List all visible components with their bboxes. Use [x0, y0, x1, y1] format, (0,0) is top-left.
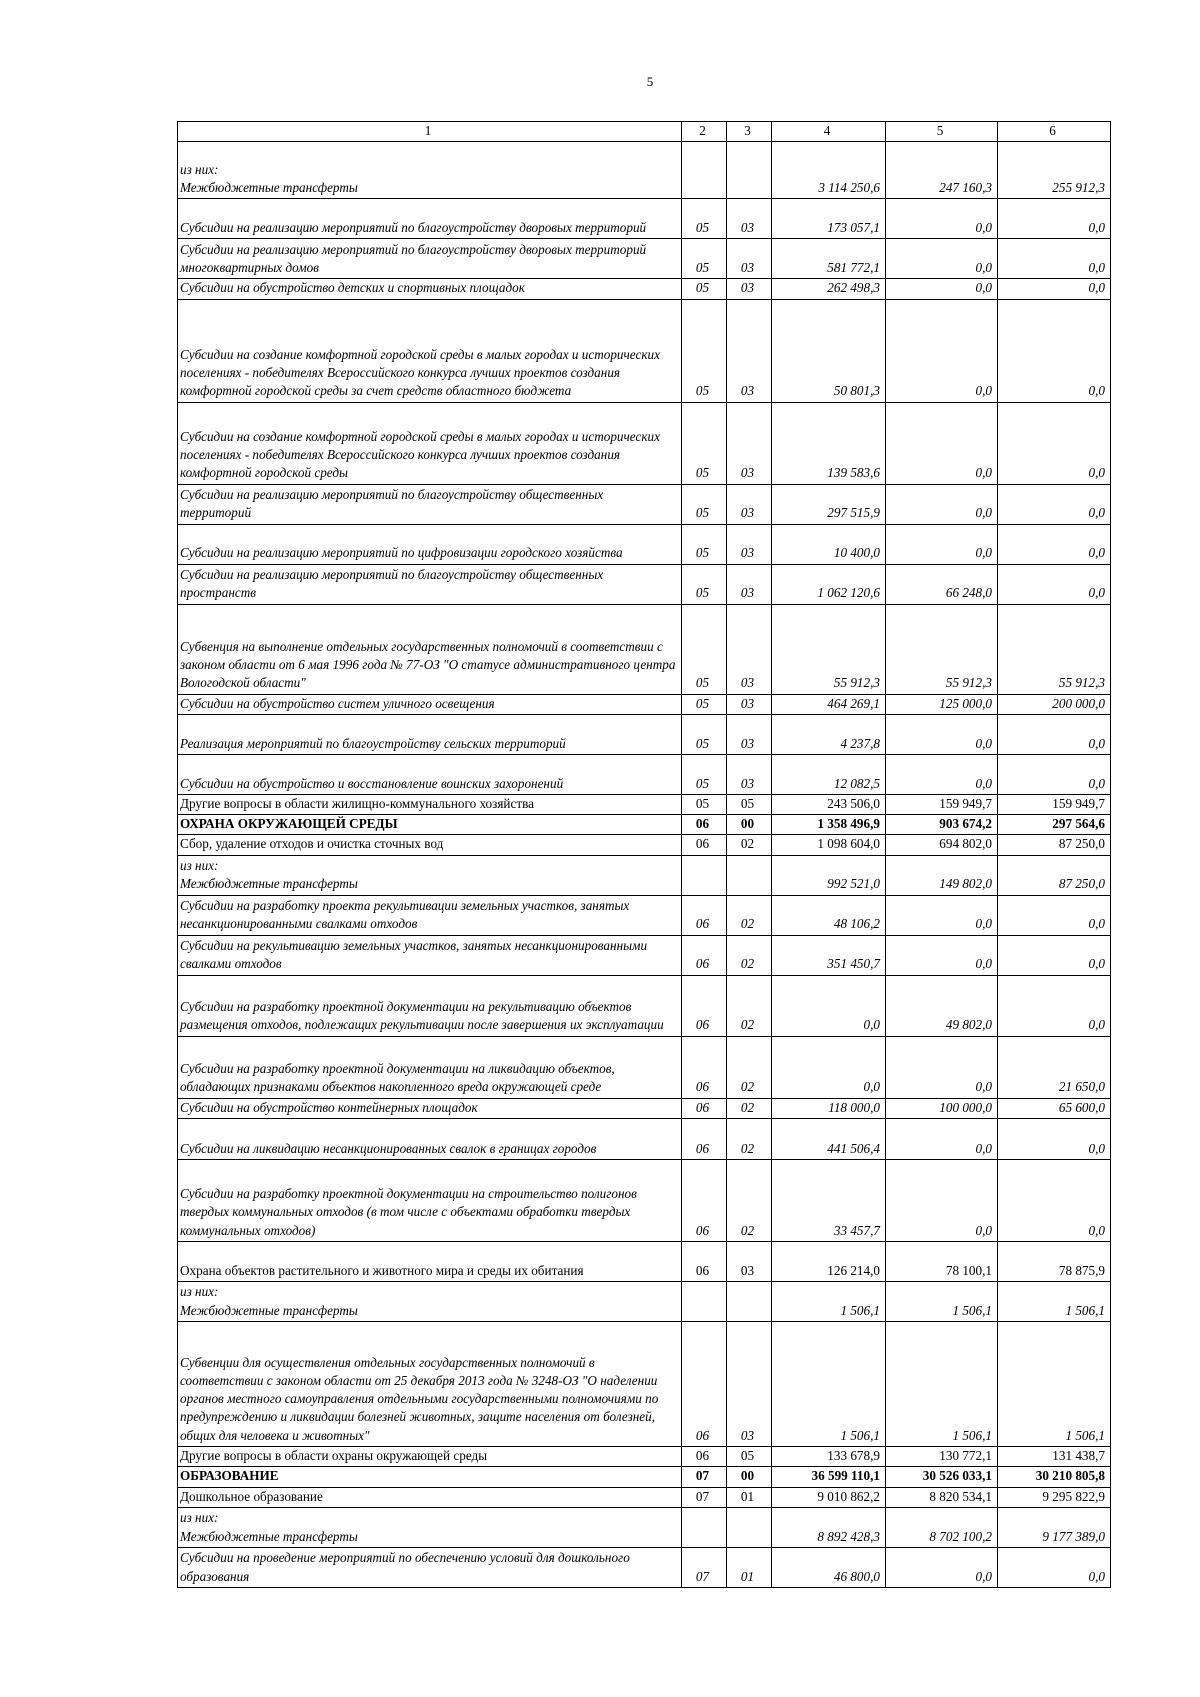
table-row	[178, 142, 1111, 199]
subsection-code: 03	[727, 754, 772, 794]
amount-col-5: 0,0	[886, 935, 998, 975]
section-code: 07	[682, 1487, 727, 1507]
amount-col-4: 126 214,0	[772, 1242, 886, 1282]
table-row	[178, 895, 1111, 935]
row-name: Субвенция на выполнение отдельных государственных полномочий в соответствии с законом области от 6 мая 1996 года № 77-ОЗ "О статусе административного центра Вологодской области"	[178, 604, 682, 694]
subsection-code: 03	[727, 1322, 772, 1447]
amount-col-5: 0,0	[886, 714, 998, 754]
subsection-code: 03	[727, 299, 772, 402]
subsection-code: 03	[727, 199, 772, 239]
section-code: 05	[682, 239, 727, 279]
amount-col-6: 200 000,0	[998, 694, 1111, 714]
row-name: из них: Межбюджетные трансферты	[178, 855, 682, 895]
row-name: Другие вопросы в области охраны окружающей среды	[178, 1447, 682, 1467]
amount-col-5: 0,0	[886, 1036, 998, 1098]
section-code	[682, 855, 727, 895]
amount-col-6: 0,0	[998, 754, 1111, 794]
amount-col-6: 1 506,1	[998, 1282, 1111, 1322]
amount-col-4: 48 106,2	[772, 895, 886, 935]
subsection-code: 02	[727, 1098, 772, 1118]
table-row	[178, 524, 1111, 564]
section-code: 06	[682, 1242, 727, 1282]
row-name: Охрана объектов растительного и животного мира и среды их обитания	[178, 1242, 682, 1282]
section-code: 05	[682, 524, 727, 564]
amount-col-5: 0,0	[886, 1547, 998, 1587]
row-name: Другие вопросы в области жилищно-коммунального хозяйства	[178, 794, 682, 814]
subsection-code: 03	[727, 402, 772, 484]
row-name: из них: Межбюджетные трансферты	[178, 1507, 682, 1547]
section-code: 05	[682, 754, 727, 794]
row-name: Субсидии на создание комфортной городской среды в малых городах и исторических поселениях - победителях Всероссийского конкурса лучших проектов создания комфортной городской среды	[178, 402, 682, 484]
table-row	[178, 279, 1111, 299]
row-name: Субвенции для осуществления отдельных государственных полномочий в соответствии с законом области от 25 декабря 2013 года № 3248-ОЗ "О наделении органов местного самоуправления отдельными государственными полномочиями по предупреждению и ликвидации болезней животных, защите населения от болезней, общих для человека и животных"	[178, 1322, 682, 1447]
amount-col-4: 46 800,0	[772, 1547, 886, 1587]
column-header-2: 2	[682, 122, 727, 142]
section-code: 05	[682, 564, 727, 604]
amount-col-4: 36 599 110,1	[772, 1467, 886, 1487]
subsection-code: 02	[727, 1160, 772, 1242]
table-row	[178, 1036, 1111, 1098]
row-name: Субсидии на разработку проектной документации на рекультивацию объектов размещения отходов, подлежащих рекультивации после завершения их эксплуатации	[178, 975, 682, 1036]
row-name: Субсидии на ликвидацию несанкционированных свалок в границах городов	[178, 1119, 682, 1160]
amount-col-5: 66 248,0	[886, 564, 998, 604]
table-row	[178, 1282, 1111, 1322]
amount-col-5: 0,0	[886, 239, 998, 279]
row-name: Субсидии на обустройство и восстановление воинских захоронений	[178, 754, 682, 794]
amount-col-4: 9 010 862,2	[772, 1487, 886, 1507]
amount-col-6: 9 177 389,0	[998, 1507, 1111, 1547]
subsection-code: 03	[727, 484, 772, 524]
amount-col-6: 9 295 822,9	[998, 1487, 1111, 1507]
budget-table-body	[178, 122, 1111, 1588]
table-row	[178, 1487, 1111, 1507]
table-row	[178, 1160, 1111, 1242]
subsection-code: 03	[727, 239, 772, 279]
table-row	[178, 1119, 1111, 1160]
subsection-code: 02	[727, 1036, 772, 1098]
amount-col-5: 100 000,0	[886, 1098, 998, 1118]
amount-col-5: 0,0	[886, 895, 998, 935]
amount-col-4: 441 506,4	[772, 1119, 886, 1160]
subsection-code: 03	[727, 279, 772, 299]
amount-col-6: 0,0	[998, 895, 1111, 935]
section-code: 06	[682, 1119, 727, 1160]
table-row	[178, 815, 1111, 835]
table-row	[178, 935, 1111, 975]
table-row	[178, 1098, 1111, 1118]
column-header-6: 6	[998, 122, 1111, 142]
section-code: 06	[682, 935, 727, 975]
subsection-code	[727, 1507, 772, 1547]
table-row	[178, 604, 1111, 694]
table-row	[178, 794, 1111, 814]
amount-col-6: 78 875,9	[998, 1242, 1111, 1282]
amount-col-4: 243 506,0	[772, 794, 886, 814]
table-row	[178, 199, 1111, 239]
row-name: Субсидии на разработку проектной документации на строительство полигонов твердых коммунальных отходов (в том числе с объектами обработки твердых коммунальных отходов)	[178, 1160, 682, 1242]
subsection-code: 03	[727, 694, 772, 714]
section-code: 06	[682, 1322, 727, 1447]
amount-col-4: 0,0	[772, 1036, 886, 1098]
amount-col-5: 159 949,7	[886, 794, 998, 814]
section-code: 05	[682, 279, 727, 299]
row-name: ОБРАЗОВАНИЕ	[178, 1467, 682, 1487]
amount-col-4: 118 000,0	[772, 1098, 886, 1118]
table-row	[178, 1467, 1111, 1487]
amount-col-4: 1 062 120,6	[772, 564, 886, 604]
amount-col-5: 0,0	[886, 754, 998, 794]
subsection-code: 00	[727, 1467, 772, 1487]
amount-col-4: 262 498,3	[772, 279, 886, 299]
amount-col-5: 0,0	[886, 279, 998, 299]
amount-col-4: 12 082,5	[772, 754, 886, 794]
subsection-code: 02	[727, 1119, 772, 1160]
table-row	[178, 1242, 1111, 1282]
amount-col-5: 247 160,3	[886, 142, 998, 199]
subsection-code: 02	[727, 975, 772, 1036]
amount-col-6: 55 912,3	[998, 604, 1111, 694]
section-code: 06	[682, 895, 727, 935]
section-code: 05	[682, 714, 727, 754]
column-header-1: 1	[178, 122, 682, 142]
amount-col-6: 0,0	[998, 935, 1111, 975]
section-code: 07	[682, 1547, 727, 1587]
row-name: Реализация мероприятий по благоустройству сельских территорий	[178, 714, 682, 754]
amount-col-6: 87 250,0	[998, 855, 1111, 895]
amount-col-5: 78 100,1	[886, 1242, 998, 1282]
amount-col-4: 33 457,7	[772, 1160, 886, 1242]
amount-col-5: 1 506,1	[886, 1282, 998, 1322]
section-code: 05	[682, 604, 727, 694]
subsection-code: 05	[727, 794, 772, 814]
amount-col-6: 297 564,6	[998, 815, 1111, 835]
amount-col-5: 8 820 534,1	[886, 1487, 998, 1507]
amount-col-4: 8 892 428,3	[772, 1507, 886, 1547]
section-code	[682, 1282, 727, 1322]
amount-col-4: 139 583,6	[772, 402, 886, 484]
section-code: 05	[682, 299, 727, 402]
amount-col-5: 125 000,0	[886, 694, 998, 714]
subsection-code: 03	[727, 604, 772, 694]
amount-col-5: 0,0	[886, 1160, 998, 1242]
amount-col-6: 0,0	[998, 279, 1111, 299]
row-name: Дошкольное образование	[178, 1487, 682, 1507]
amount-col-5: 0,0	[886, 524, 998, 564]
section-code: 06	[682, 975, 727, 1036]
section-code: 06	[682, 1447, 727, 1467]
amount-col-6: 0,0	[998, 1119, 1111, 1160]
row-name: ОХРАНА ОКРУЖАЮЩЕЙ СРЕДЫ	[178, 815, 682, 835]
table-row	[178, 299, 1111, 402]
subsection-code: 05	[727, 1447, 772, 1467]
amount-col-5: 30 526 033,1	[886, 1467, 998, 1487]
table-row	[178, 564, 1111, 604]
amount-col-6: 0,0	[998, 564, 1111, 604]
table-row	[178, 1547, 1111, 1587]
table-row	[178, 402, 1111, 484]
amount-col-6: 0,0	[998, 239, 1111, 279]
section-code: 05	[682, 694, 727, 714]
amount-col-4: 4 237,8	[772, 714, 886, 754]
amount-col-5: 1 506,1	[886, 1322, 998, 1447]
row-name: Сбор, удаление отходов и очистка сточных вод	[178, 835, 682, 855]
amount-col-4: 464 269,1	[772, 694, 886, 714]
amount-col-6: 21 650,0	[998, 1036, 1111, 1098]
row-name: Субсидии на реализацию мероприятий по благоустройству общественных пространств	[178, 564, 682, 604]
table-row	[178, 239, 1111, 279]
amount-col-6: 0,0	[998, 975, 1111, 1036]
budget-table	[177, 121, 1111, 1588]
section-code: 05	[682, 484, 727, 524]
row-name: Субсидии на обустройство контейнерных площадок	[178, 1098, 682, 1118]
section-code: 06	[682, 815, 727, 835]
amount-col-4: 1 098 604,0	[772, 835, 886, 855]
amount-col-4: 351 450,7	[772, 935, 886, 975]
amount-col-5: 903 674,2	[886, 815, 998, 835]
amount-col-6: 0,0	[998, 199, 1111, 239]
amount-col-4: 50 801,3	[772, 299, 886, 402]
amount-col-6: 0,0	[998, 484, 1111, 524]
table-row	[178, 1322, 1111, 1447]
amount-col-5: 130 772,1	[886, 1447, 998, 1467]
amount-col-5: 694 802,0	[886, 835, 998, 855]
row-name: Субсидии на разработку проектной документации на ликвидацию объектов, обладающих признаками объектов накопленного вреда окружающей среде	[178, 1036, 682, 1098]
amount-col-4: 1 506,1	[772, 1322, 886, 1447]
amount-col-5: 0,0	[886, 484, 998, 524]
subsection-code: 01	[727, 1487, 772, 1507]
amount-col-4: 297 515,9	[772, 484, 886, 524]
amount-col-6: 131 438,7	[998, 1447, 1111, 1467]
section-code: 05	[682, 199, 727, 239]
amount-col-6: 0,0	[998, 1160, 1111, 1242]
row-name: Субсидии на реализацию мероприятий по благоустройству дворовых территорий	[178, 199, 682, 239]
amount-col-5: 0,0	[886, 1119, 998, 1160]
amount-col-6: 0,0	[998, 524, 1111, 564]
row-name: Субсидии на обустройство детских и спортивных площадок	[178, 279, 682, 299]
row-name: Субсидии на обустройство систем уличного освещения	[178, 694, 682, 714]
subsection-code: 03	[727, 524, 772, 564]
amount-col-5: 8 702 100,2	[886, 1507, 998, 1547]
table-row	[178, 835, 1111, 855]
table-row	[178, 1507, 1111, 1547]
subsection-code: 03	[727, 1242, 772, 1282]
row-name: Субсидии на реализацию мероприятий по благоустройству общественных территорий	[178, 484, 682, 524]
row-name: Субсидии на реализацию мероприятий по благоустройству дворовых территорий многоквартирных домов	[178, 239, 682, 279]
section-code: 05	[682, 794, 727, 814]
subsection-code: 02	[727, 835, 772, 855]
row-name: Субсидии на рекультивацию земельных участков, занятых несанкционированными свалками отходов	[178, 935, 682, 975]
amount-col-6: 0,0	[998, 402, 1111, 484]
amount-col-5: 49 802,0	[886, 975, 998, 1036]
column-header-4: 4	[772, 122, 886, 142]
amount-col-6: 65 600,0	[998, 1098, 1111, 1118]
amount-col-4: 10 400,0	[772, 524, 886, 564]
amount-col-6: 1 506,1	[998, 1322, 1111, 1447]
amount-col-4: 173 057,1	[772, 199, 886, 239]
section-code: 06	[682, 1160, 727, 1242]
amount-col-6: 30 210 805,8	[998, 1467, 1111, 1487]
table-row	[178, 694, 1111, 714]
subsection-code: 02	[727, 895, 772, 935]
amount-col-5: 0,0	[886, 199, 998, 239]
table-row	[178, 754, 1111, 794]
column-header-3: 3	[727, 122, 772, 142]
column-header-5: 5	[886, 122, 998, 142]
amount-col-5: 55 912,3	[886, 604, 998, 694]
amount-col-4: 133 678,9	[772, 1447, 886, 1467]
amount-col-5: 149 802,0	[886, 855, 998, 895]
amount-col-6: 159 949,7	[998, 794, 1111, 814]
table-row	[178, 714, 1111, 754]
amount-col-5: 0,0	[886, 402, 998, 484]
amount-col-4: 0,0	[772, 975, 886, 1036]
amount-col-6: 0,0	[998, 1547, 1111, 1587]
amount-col-4: 581 772,1	[772, 239, 886, 279]
amount-col-6: 0,0	[998, 714, 1111, 754]
subsection-code	[727, 855, 772, 895]
section-code	[682, 1507, 727, 1547]
amount-col-4: 55 912,3	[772, 604, 886, 694]
subsection-code: 03	[727, 564, 772, 604]
amount-col-4: 3 114 250,6	[772, 142, 886, 199]
header-row	[178, 122, 1111, 142]
subsection-code: 00	[727, 815, 772, 835]
section-code: 06	[682, 1098, 727, 1118]
subsection-code	[727, 142, 772, 199]
row-name: Субсидии на создание комфортной городской среды в малых городах и исторических поселениях - победителях Всероссийского конкурса лучших проектов создания комфортной городской среды за счет средств областного бюджета	[178, 299, 682, 402]
subsection-code: 02	[727, 935, 772, 975]
row-name: из них: Межбюджетные трансферты	[178, 1282, 682, 1322]
amount-col-4: 992 521,0	[772, 855, 886, 895]
section-code: 06	[682, 835, 727, 855]
section-code	[682, 142, 727, 199]
amount-col-6: 255 912,3	[998, 142, 1111, 199]
amount-col-6: 87 250,0	[998, 835, 1111, 855]
row-name: Субсидии на реализацию мероприятий по цифровизации городского хозяйства	[178, 524, 682, 564]
section-code: 05	[682, 402, 727, 484]
row-name: из них: Межбюджетные трансферты	[178, 142, 682, 199]
subsection-code: 03	[727, 714, 772, 754]
section-code: 06	[682, 1036, 727, 1098]
amount-col-4: 1 506,1	[772, 1282, 886, 1322]
table-row	[178, 975, 1111, 1036]
table-row	[178, 1447, 1111, 1467]
subsection-code	[727, 1282, 772, 1322]
page-number: 5	[646, 74, 654, 89]
amount-col-5: 0,0	[886, 299, 998, 402]
row-name: Субсидии на разработку проекта рекультивации земельных участков, занятых несанкционированными свалками отходов	[178, 895, 682, 935]
table-row	[178, 484, 1111, 524]
row-name: Субсидии на проведение мероприятий по обеспечению условий для дошкольного образования	[178, 1547, 682, 1587]
table-row	[178, 855, 1111, 895]
section-code: 07	[682, 1467, 727, 1487]
amount-col-4: 1 358 496,9	[772, 815, 886, 835]
subsection-code: 01	[727, 1547, 772, 1587]
amount-col-6: 0,0	[998, 299, 1111, 402]
